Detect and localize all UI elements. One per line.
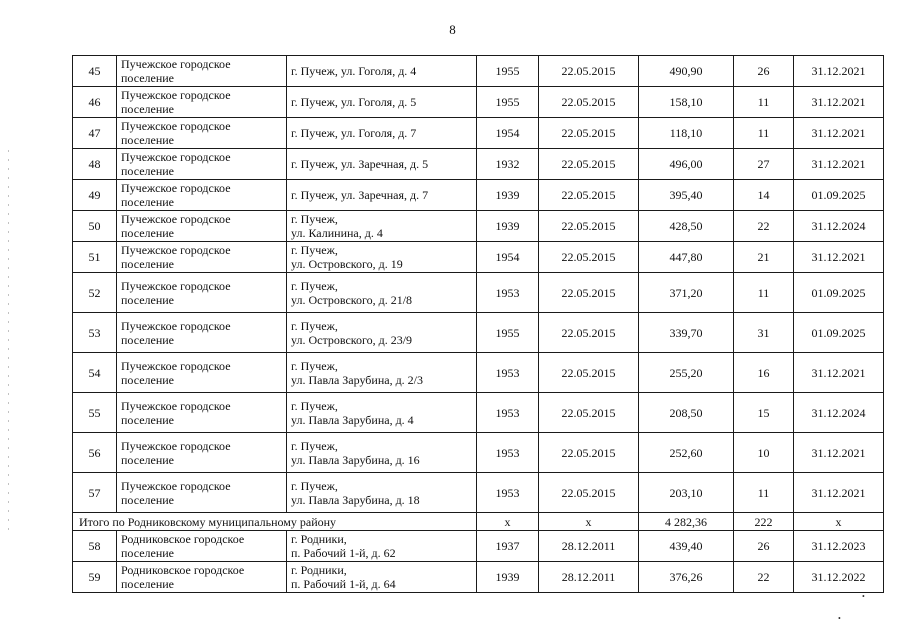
subtotal-row [73, 513, 884, 531]
settlement-name [117, 531, 287, 562]
recognition-date: 22.05.2015 [539, 433, 639, 473]
residents-count: 31 [734, 313, 794, 353]
settlement-name-line2: поселение [121, 577, 175, 591]
residents-count: 22 [734, 562, 794, 593]
settlement-name-line2: поселение [121, 133, 175, 147]
building-address-line1: г. Пучеж, ул. Гоголя, д. 5 [291, 95, 417, 109]
building-address [287, 313, 477, 353]
planned-end-date: 31.12.2023 [794, 531, 884, 562]
settlement-name-line2: поселение [121, 492, 175, 507]
settlement-name-line2: поселение [121, 226, 175, 240]
residents-count: 26 [734, 531, 794, 562]
table-row [73, 473, 884, 513]
settlement-name-line1: Пучежское городское [121, 398, 231, 413]
planned-end-date: 31.12.2021 [794, 242, 884, 273]
row-number: 50 [73, 211, 117, 242]
planned-end-date: 31.12.2021 [794, 473, 884, 513]
subtotal-end: x [794, 513, 884, 531]
recognition-date: 22.05.2015 [539, 56, 639, 87]
settlement-name [117, 313, 287, 353]
recognition-date: 22.05.2015 [539, 87, 639, 118]
building-address-line1: г. Пучеж, [291, 278, 338, 293]
building-address [287, 118, 477, 149]
subtotal-year: x [477, 513, 539, 531]
registry-subtotal-group [73, 513, 884, 531]
table-row [73, 393, 884, 433]
table-row [73, 56, 884, 87]
recognition-date: 22.05.2015 [539, 211, 639, 242]
settlement-name-line1: Пучежское городское [121, 150, 231, 164]
residents-count: 14 [734, 180, 794, 211]
building-address [287, 473, 477, 513]
settlement-name-line1: Пучежское городское [121, 243, 231, 257]
settlement-name-line1: Пучежское городское [121, 358, 231, 373]
residents-count: 21 [734, 242, 794, 273]
residents-count: 11 [734, 273, 794, 313]
building-address-line1: г. Пучеж, [291, 243, 338, 257]
building-address-line2: ул. Островского, д. 19 [291, 257, 403, 271]
residents-count: 22 [734, 211, 794, 242]
row-number: 59 [73, 562, 117, 593]
living-area: 252,60 [639, 433, 734, 473]
scan-edge-artifact [8, 150, 9, 530]
living-area: 490,90 [639, 56, 734, 87]
living-area: 208,50 [639, 393, 734, 433]
row-number: 56 [73, 433, 117, 473]
living-area: 118,10 [639, 118, 734, 149]
settlement-name-line2: поселение [121, 292, 175, 307]
settlement-name-line2: поселение [121, 412, 175, 427]
table-row [73, 242, 884, 273]
build-year: 1953 [477, 273, 539, 313]
recognition-date: 22.05.2015 [539, 149, 639, 180]
settlement-name-line1: Пучежское городское [121, 438, 231, 453]
building-address [287, 56, 477, 87]
building-address-line1: г. Пучеж, ул. Гоголя, д. 4 [291, 64, 417, 78]
building-address-line1: г. Пучеж, [291, 212, 338, 226]
settlement-name-line1: Пучежское городское [121, 88, 231, 102]
building-address-line2: ул. Павла Зарубина, д. 18 [291, 492, 420, 507]
building-address [287, 273, 477, 313]
planned-end-date: 31.12.2022 [794, 562, 884, 593]
living-area: 439,40 [639, 531, 734, 562]
settlement-name-line1: Пучежское городское [121, 181, 231, 195]
residents-count: 15 [734, 393, 794, 433]
living-area: 395,40 [639, 180, 734, 211]
row-number: 53 [73, 313, 117, 353]
building-address-line1: г. Пучеж, [291, 318, 338, 333]
settlement-name-line2: поселение [121, 71, 175, 85]
building-address-line1: г. Пучеж, ул. Заречная, д. 5 [291, 157, 429, 171]
scan-mark-dot: • [838, 614, 841, 623]
building-address-line2: ул. Павла Зарубина, д. 4 [291, 412, 414, 427]
settlement-name-line1: Пучежское городское [121, 119, 231, 133]
residents-count: 11 [734, 473, 794, 513]
building-address-line1: г. Пучеж, [291, 398, 338, 413]
planned-end-date: 31.12.2024 [794, 393, 884, 433]
planned-end-date: 01.09.2025 [794, 180, 884, 211]
settlement-name [117, 353, 287, 393]
recognition-date: 22.05.2015 [539, 473, 639, 513]
build-year: 1953 [477, 393, 539, 433]
planned-end-date: 31.12.2021 [794, 87, 884, 118]
building-address-line1: г. Пучеж, [291, 358, 338, 373]
residents-count: 11 [734, 87, 794, 118]
build-year: 1939 [477, 562, 539, 593]
row-number: 54 [73, 353, 117, 393]
settlement-name-line1: Пучежское городское [121, 318, 231, 333]
settlement-name-line1: Пучежское городское [121, 212, 231, 226]
row-number: 46 [73, 87, 117, 118]
building-address [287, 87, 477, 118]
build-year: 1953 [477, 473, 539, 513]
building-address [287, 393, 477, 433]
recognition-date: 22.05.2015 [539, 393, 639, 433]
settlement-name [117, 149, 287, 180]
building-address-line2: ул. Калинина, д. 4 [291, 226, 383, 240]
planned-end-date: 31.12.2021 [794, 149, 884, 180]
row-number: 52 [73, 273, 117, 313]
building-address [287, 531, 477, 562]
row-number: 55 [73, 393, 117, 433]
planned-end-date: 31.12.2021 [794, 433, 884, 473]
building-address-line2: ул. Островского, д. 23/9 [291, 332, 413, 347]
building-address-line1: г. Родники, [291, 532, 347, 546]
settlement-name-line1: Пучежское городское [121, 478, 231, 493]
settlement-name-line1: Родниковское городское [121, 563, 245, 577]
building-address-line1: г. Пучеж, ул. Гоголя, д. 7 [291, 126, 417, 140]
building-address-line2: п. Рабочий 1-й, д. 64 [291, 577, 396, 591]
settlement-name-line1: Пучежское городское [121, 278, 231, 293]
row-number: 45 [73, 56, 117, 87]
table-row [73, 433, 884, 473]
table-row [73, 180, 884, 211]
settlement-name [117, 118, 287, 149]
row-number: 57 [73, 473, 117, 513]
settlement-name-line2: поселение [121, 257, 175, 271]
recognition-date: 22.05.2015 [539, 353, 639, 393]
recognition-date: 22.05.2015 [539, 180, 639, 211]
table-row [73, 149, 884, 180]
row-number: 49 [73, 180, 117, 211]
recognition-date: 28.12.2011 [539, 562, 639, 593]
planned-end-date: 31.12.2021 [794, 353, 884, 393]
housing-registry-table [72, 55, 884, 593]
building-address-line1: г. Пучеж, ул. Заречная, д. 7 [291, 188, 429, 202]
scan-mark-dot: • [862, 592, 865, 601]
building-address-line2: ул. Островского, д. 21/8 [291, 292, 413, 307]
subtotal-people: 222 [734, 513, 794, 531]
row-number: 51 [73, 242, 117, 273]
settlement-name [117, 211, 287, 242]
table-row [73, 273, 884, 313]
table-row [73, 562, 884, 593]
table-row [73, 313, 884, 353]
page-number: 8 [449, 22, 456, 37]
settlement-name-line2: поселение [121, 195, 175, 209]
build-year: 1932 [477, 149, 539, 180]
residents-count: 10 [734, 433, 794, 473]
building-address [287, 433, 477, 473]
subtotal-label: Итого по Родниковскому муниципальному району [73, 513, 477, 531]
settlement-name-line2: поселение [121, 546, 175, 560]
build-year: 1955 [477, 313, 539, 353]
residents-count: 27 [734, 149, 794, 180]
build-year: 1955 [477, 87, 539, 118]
living-area: 428,50 [639, 211, 734, 242]
building-address [287, 149, 477, 180]
building-address [287, 562, 477, 593]
settlement-name [117, 393, 287, 433]
settlement-name [117, 242, 287, 273]
recognition-date: 22.05.2015 [539, 242, 639, 273]
living-area: 371,20 [639, 273, 734, 313]
recognition-date: 28.12.2011 [539, 531, 639, 562]
build-year: 1937 [477, 531, 539, 562]
recognition-date: 22.05.2015 [539, 313, 639, 353]
planned-end-date: 01.09.2025 [794, 273, 884, 313]
living-area: 203,10 [639, 473, 734, 513]
living-area: 255,20 [639, 353, 734, 393]
settlement-name-line2: поселение [121, 164, 175, 178]
recognition-date: 22.05.2015 [539, 118, 639, 149]
building-address-line2: п. Рабочий 1-й, д. 62 [291, 546, 396, 560]
living-area: 496,00 [639, 149, 734, 180]
building-address [287, 180, 477, 211]
settlement-name [117, 56, 287, 87]
registry-rows-pucheg [73, 56, 884, 513]
settlement-name [117, 433, 287, 473]
table-row [73, 87, 884, 118]
settlement-name-line1: Пучежское городское [121, 57, 231, 71]
settlement-name-line2: поселение [121, 102, 175, 116]
build-year: 1954 [477, 118, 539, 149]
row-number: 48 [73, 149, 117, 180]
build-year: 1953 [477, 433, 539, 473]
building-address [287, 211, 477, 242]
table-row [73, 531, 884, 562]
building-address-line1: г. Пучеж, [291, 438, 338, 453]
subtotal-area: 4 282,36 [639, 513, 734, 531]
residents-count: 11 [734, 118, 794, 149]
settlement-name [117, 87, 287, 118]
building-address-line2: ул. Павла Зарубина, д. 16 [291, 452, 420, 467]
row-number: 58 [73, 531, 117, 562]
residents-count: 26 [734, 56, 794, 87]
building-address [287, 353, 477, 393]
recognition-date: 22.05.2015 [539, 273, 639, 313]
settlement-name-line2: поселение [121, 452, 175, 467]
planned-end-date: 01.09.2025 [794, 313, 884, 353]
living-area: 158,10 [639, 87, 734, 118]
living-area: 447,80 [639, 242, 734, 273]
planned-end-date: 31.12.2024 [794, 211, 884, 242]
settlement-name-line1: Родниковское городское [121, 532, 245, 546]
building-address-line1: г. Пучеж, [291, 478, 338, 493]
settlement-name [117, 180, 287, 211]
living-area: 339,70 [639, 313, 734, 353]
planned-end-date: 31.12.2021 [794, 56, 884, 87]
settlement-name-line2: поселение [121, 332, 175, 347]
building-address-line2: ул. Павла Зарубина, д. 2/3 [291, 372, 424, 387]
build-year: 1953 [477, 353, 539, 393]
table-row [73, 118, 884, 149]
subtotal-date: x [539, 513, 639, 531]
build-year: 1954 [477, 242, 539, 273]
settlement-name-line2: поселение [121, 372, 175, 387]
settlement-name [117, 473, 287, 513]
build-year: 1955 [477, 56, 539, 87]
building-address [287, 242, 477, 273]
settlement-name [117, 273, 287, 313]
build-year: 1939 [477, 180, 539, 211]
planned-end-date: 31.12.2021 [794, 118, 884, 149]
build-year: 1939 [477, 211, 539, 242]
living-area: 376,26 [639, 562, 734, 593]
building-address-line1: г. Родники, [291, 563, 347, 577]
settlement-name [117, 562, 287, 593]
row-number: 47 [73, 118, 117, 149]
table-row [73, 211, 884, 242]
registry-rows-rodniki [73, 531, 884, 593]
residents-count: 16 [734, 353, 794, 393]
table-row [73, 353, 884, 393]
